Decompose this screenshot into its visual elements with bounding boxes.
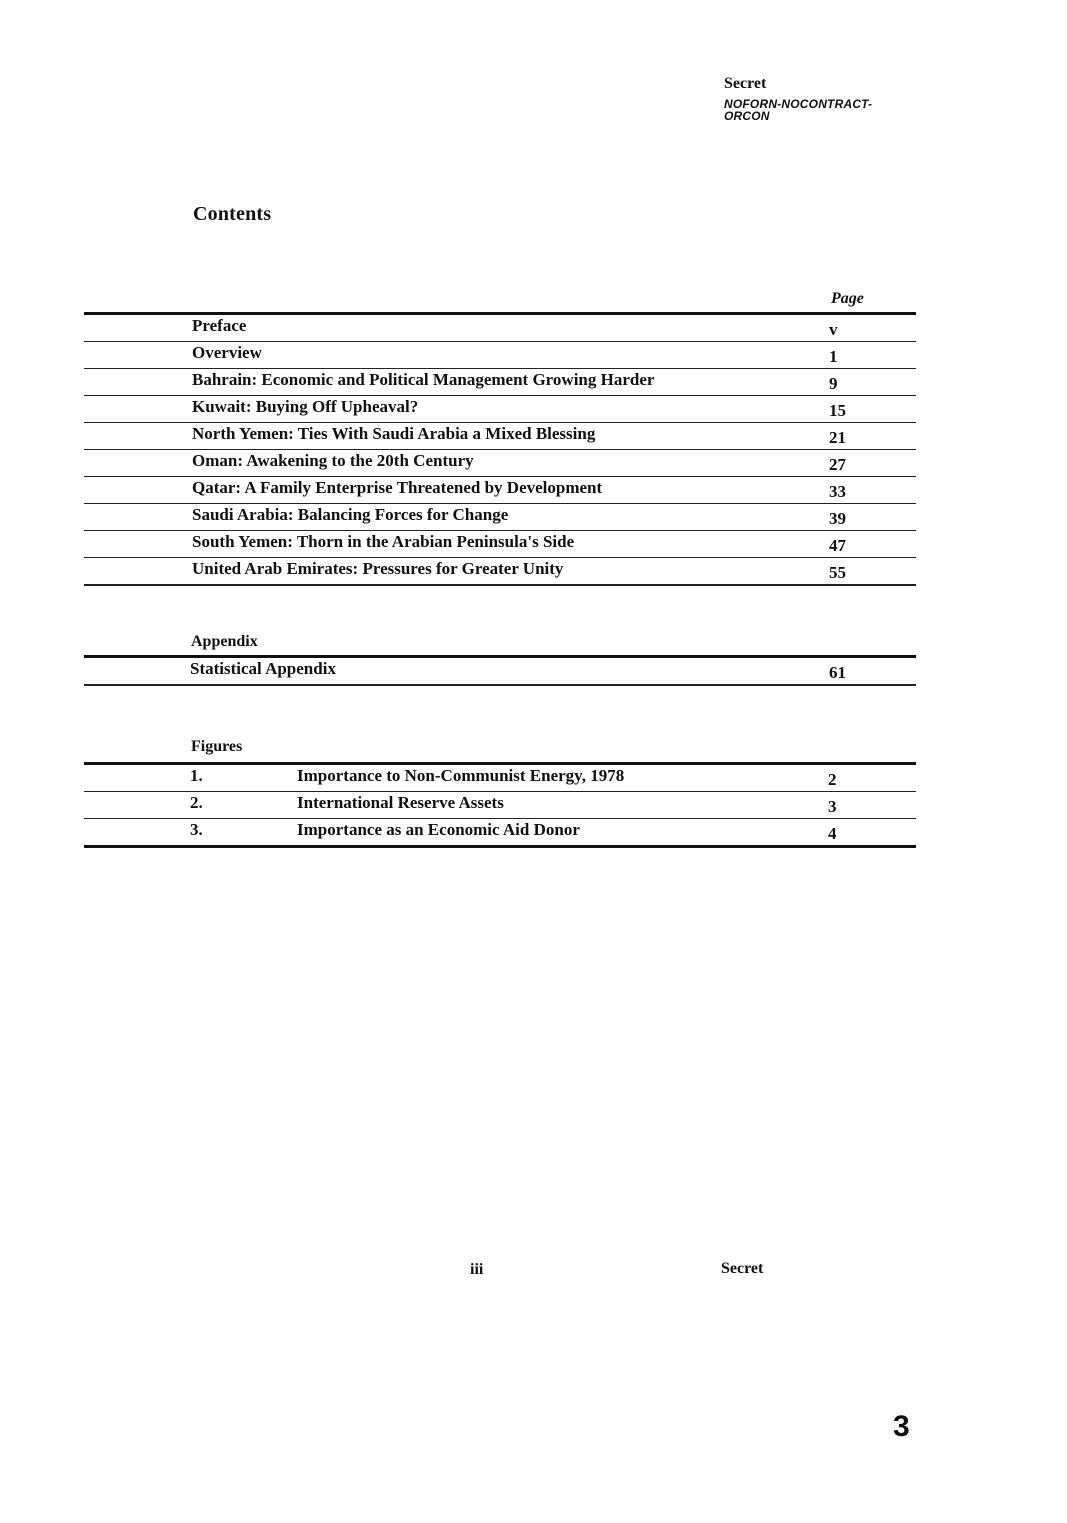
- figure-entry[interactable]: [84, 765, 916, 792]
- toc-entry-title: Oman: Awakening to the 20th Century: [192, 451, 474, 470]
- toc-entry[interactable]: [84, 504, 916, 531]
- toc-entry-page: 9: [829, 374, 838, 393]
- figure-entry[interactable]: [84, 819, 916, 848]
- toc-entry[interactable]: [84, 396, 916, 423]
- figure-entry[interactable]: [84, 792, 916, 819]
- classification-block: [724, 76, 914, 122]
- toc-entry-page: 39: [829, 509, 846, 528]
- contents-table: [84, 312, 916, 586]
- dissemination-caveat: NOFORN-NOCONTRACT-ORCON: [724, 97, 873, 123]
- toc-entry-page: 15: [829, 401, 846, 420]
- sheet-number: 3: [893, 1410, 910, 1443]
- toc-entry-title: South Yemen: Thorn in the Arabian Peninsula's Side: [192, 532, 575, 551]
- classification-label: Secret: [724, 75, 767, 92]
- toc-entry-title: Kuwait: Buying Off Upheaval?: [192, 397, 419, 416]
- toc-entry-page: 55: [829, 563, 846, 582]
- figure-number: 1.: [190, 766, 203, 785]
- toc-entry-title: Overview: [192, 343, 262, 362]
- figure-title: Importance as an Economic Aid Donor: [297, 820, 580, 839]
- footer-page-number: iii: [470, 1261, 484, 1278]
- figure-title: International Reserve Assets: [297, 793, 504, 812]
- footer-classification: Secret: [721, 1260, 764, 1277]
- toc-entry[interactable]: [84, 450, 916, 477]
- toc-entry[interactable]: [84, 558, 916, 586]
- figure-page: 3: [828, 797, 837, 816]
- figure-page: 4: [828, 824, 837, 843]
- appendix-table: [84, 655, 916, 686]
- figure-number: 3.: [190, 820, 203, 839]
- appendix-heading: Appendix: [191, 633, 258, 650]
- page-column-header: Page: [831, 290, 864, 307]
- toc-entry[interactable]: [84, 531, 916, 558]
- toc-entry[interactable]: [84, 423, 916, 450]
- toc-entry-page: 33: [829, 482, 846, 501]
- toc-entry-page: 27: [829, 455, 846, 474]
- toc-entry-title: Bahrain: Economic and Political Management Growing Harder: [192, 370, 655, 389]
- toc-entry[interactable]: [84, 315, 916, 342]
- toc-entry[interactable]: [84, 342, 916, 369]
- toc-entry-page: 47: [829, 536, 846, 555]
- toc-entry-title: Preface: [192, 316, 247, 335]
- contents-title: Contents: [193, 203, 272, 225]
- toc-entry[interactable]: [84, 477, 916, 504]
- figure-page: 2: [828, 770, 837, 789]
- toc-entry-page: 1: [829, 347, 838, 366]
- appendix-entry[interactable]: [84, 658, 916, 686]
- toc-entry-page: v: [829, 320, 838, 339]
- figure-title: Importance to Non-Communist Energy, 1978: [297, 766, 625, 785]
- toc-entry-title: North Yemen: Ties With Saudi Arabia a Mixed Blessing: [192, 424, 596, 443]
- toc-entry-title: Saudi Arabia: Balancing Forces for Change: [192, 505, 509, 524]
- toc-entry-title: Qatar: A Family Enterprise Threatened by Development: [192, 478, 603, 497]
- figures-heading: Figures: [191, 738, 243, 755]
- toc-entry[interactable]: [84, 369, 916, 396]
- toc-entry-page: 21: [829, 428, 846, 447]
- figures-table: [84, 762, 916, 848]
- toc-entry-title: United Arab Emirates: Pressures for Greater Unity: [192, 559, 564, 578]
- figure-number: 2.: [190, 793, 203, 812]
- appendix-entry-page: 61: [829, 663, 846, 682]
- appendix-entry-title: Statistical Appendix: [190, 659, 336, 678]
